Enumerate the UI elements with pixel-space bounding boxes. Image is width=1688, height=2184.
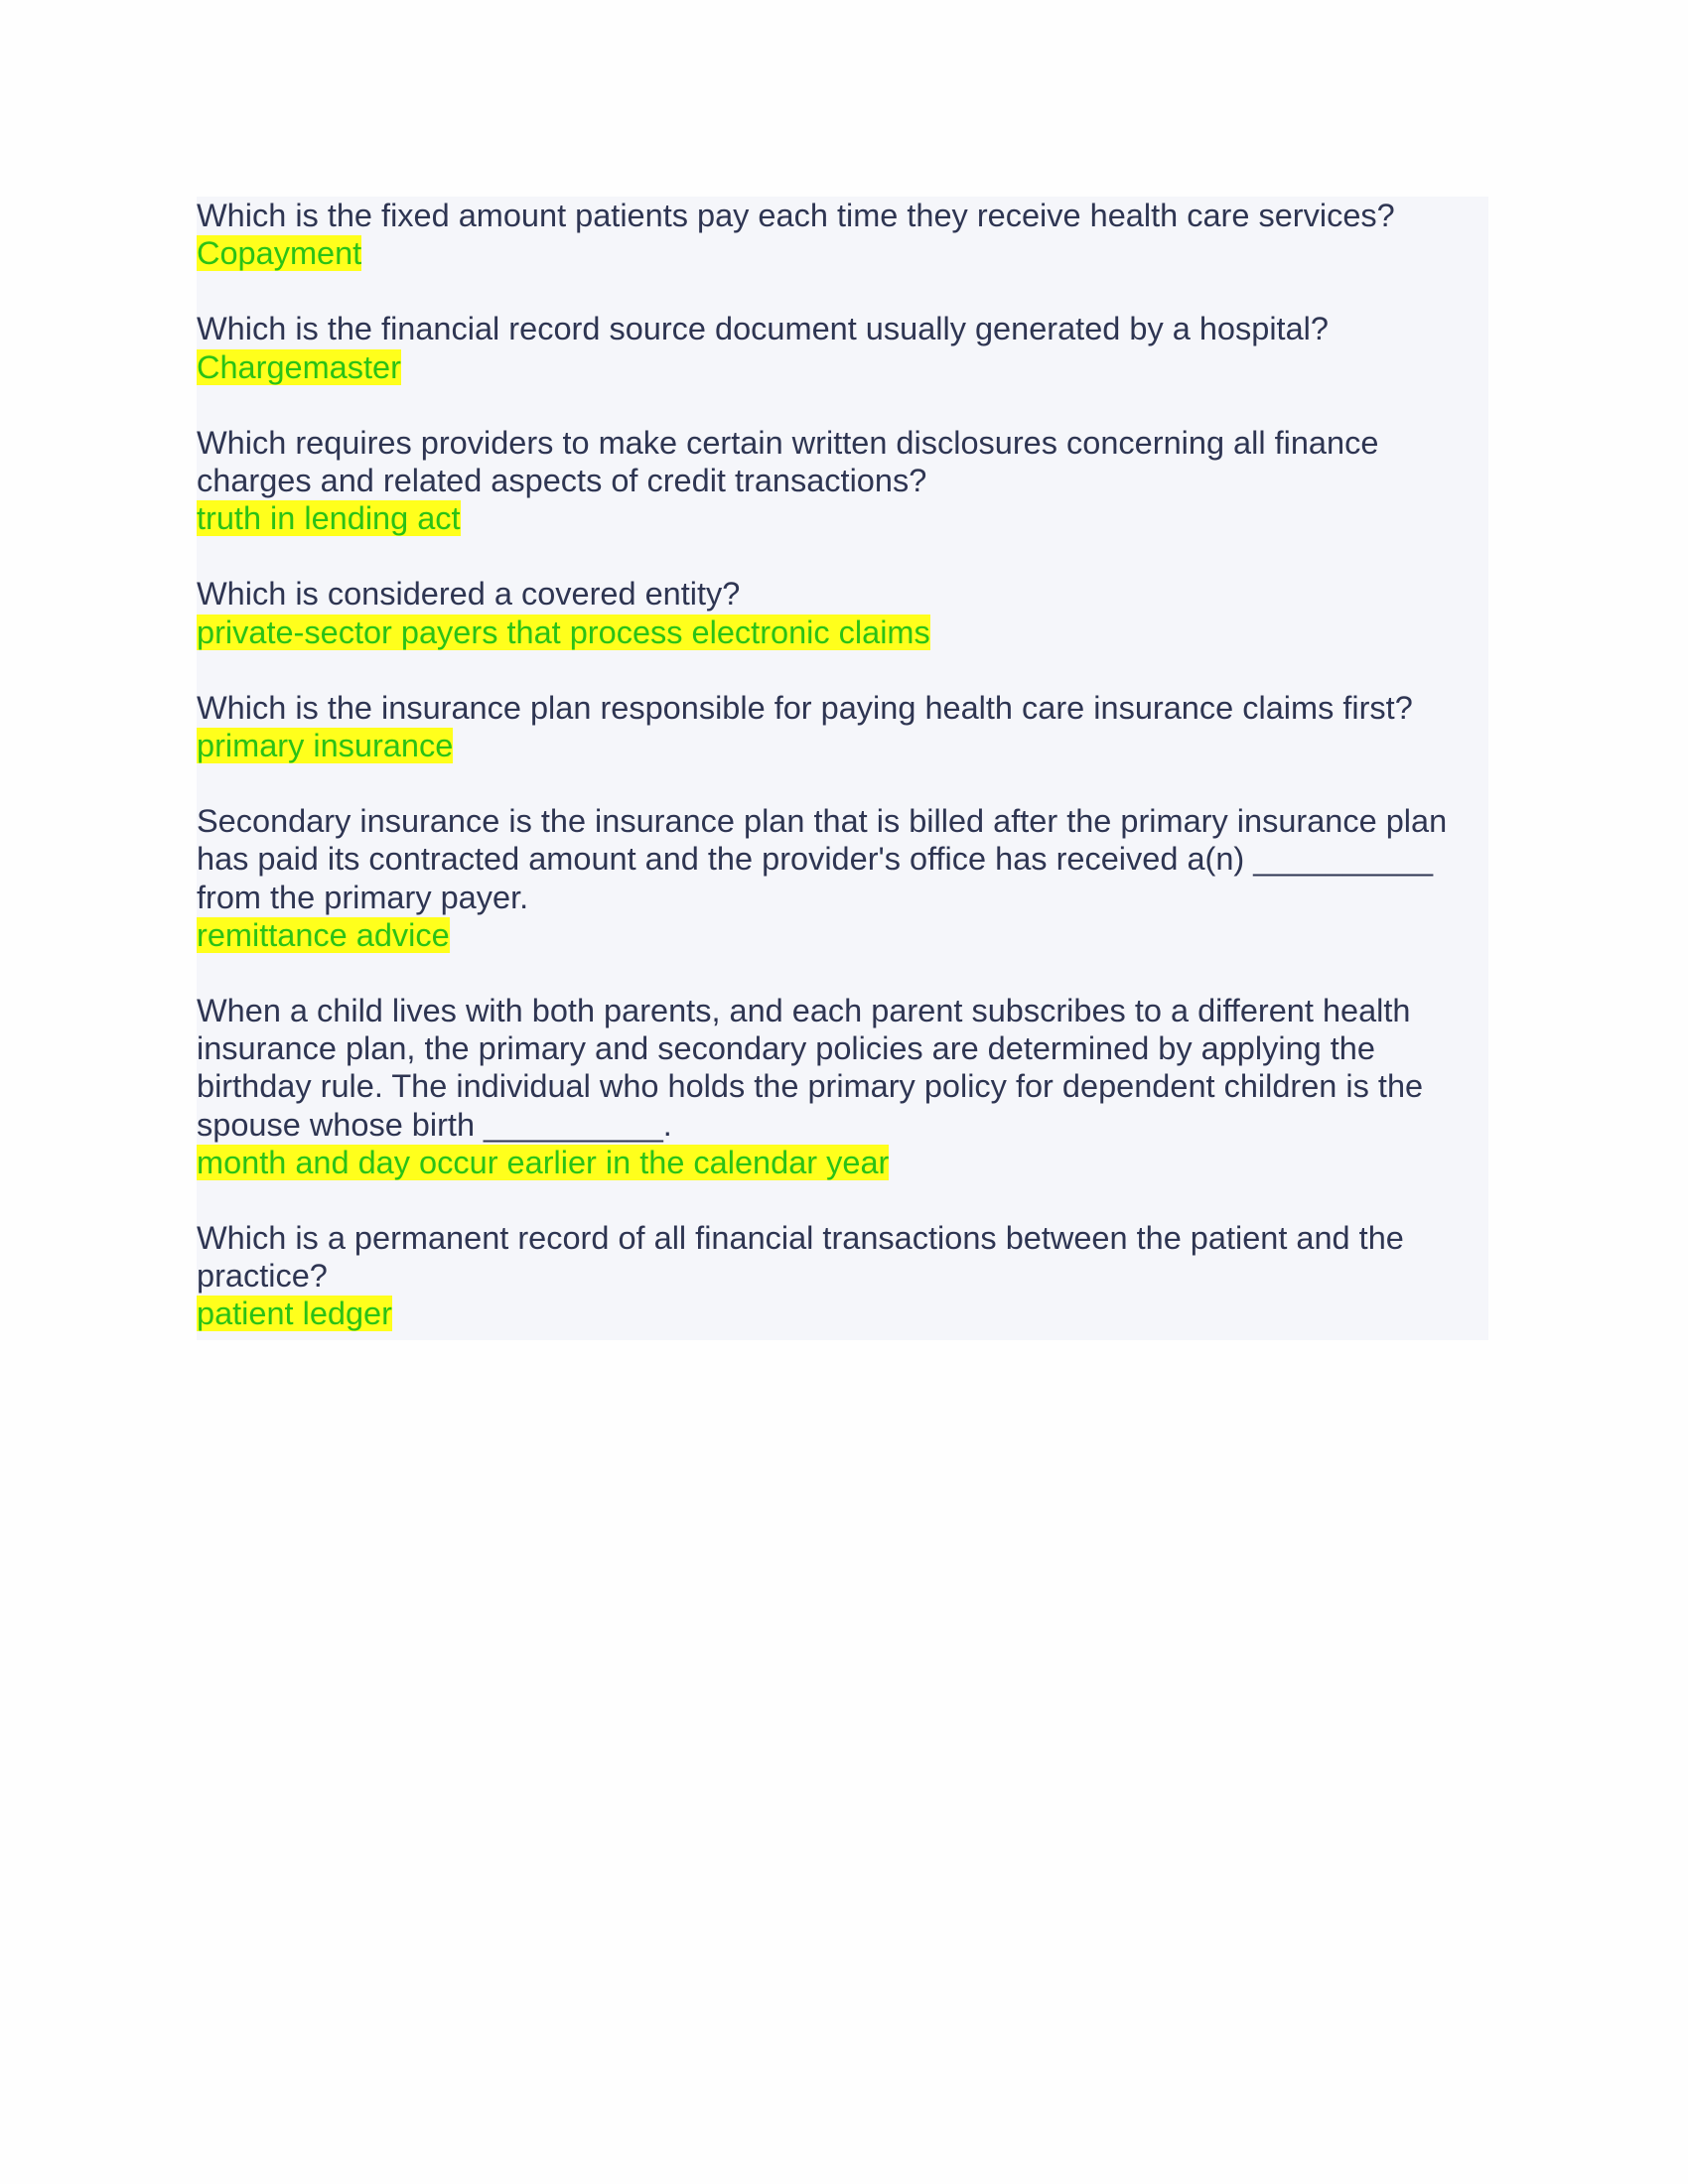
answer [197, 1295, 1488, 1332]
question-line: birthday rule. The individual who holds the primary policy for dependent children is the [197, 1068, 1424, 1105]
question-line: Which is the financial record source document usually generated by a hospital? [197, 311, 1329, 347]
question-line: charges and related aspects of credit transactions? [197, 463, 927, 499]
question-line: insurance plan, the primary and secondary policies are determined by applying the [197, 1030, 1375, 1067]
answer-highlight: patient ledger [197, 1296, 392, 1332]
answer-highlight: remittance advice [197, 916, 450, 953]
answer-highlight: primary insurance [197, 728, 454, 764]
answer [197, 348, 1488, 386]
answer [197, 1144, 1488, 1181]
question-line: Which is considered a covered entity? [197, 576, 741, 613]
qa-item [197, 1219, 1488, 1333]
question-line: Which requires providers to make certain written disclosures concerning all finance [197, 424, 1379, 461]
question-line: Secondary insurance is the insurance plan that is billed after the primary insurance plan [197, 803, 1448, 840]
question-line: When a child lives with both parents, and each parent subscribes to a different health [197, 993, 1411, 1029]
answer [197, 234, 1488, 272]
question-line: Which is a permanent record of all financial transactions between the patient and the [197, 1220, 1404, 1257]
answer-highlight: Chargemaster [197, 348, 401, 385]
qa-block [197, 197, 1488, 1340]
question-line: spouse whose birth __________. [197, 1106, 672, 1143]
answer-highlight: month and day occur earlier in the calendar year [197, 1144, 890, 1180]
question-line: Which is the fixed amount patients pay each time they receive health care services? [197, 198, 1395, 233]
answer [197, 727, 1488, 764]
answer-highlight: Copayment [197, 235, 362, 272]
answer-highlight: truth in lending act [197, 500, 461, 537]
question-line: Which is the insurance plan responsible for paying health care insurance claims first? [197, 689, 1413, 726]
qa-item [197, 310, 1488, 385]
qa-item [197, 992, 1488, 1181]
qa-list [197, 197, 1488, 1333]
qa-item [197, 424, 1488, 538]
qa-item [197, 575, 1488, 650]
answer-highlight: private-sector payers that process electronic claims [197, 614, 930, 650]
answer [197, 499, 1488, 537]
question-line: practice? [197, 1258, 328, 1295]
question-line: has paid its contracted amount and the provider's office has received a(n) __________ [197, 841, 1434, 878]
qa-item [197, 689, 1488, 764]
question-line: from the primary payer. [197, 879, 529, 915]
qa-item [197, 802, 1488, 954]
qa-item [197, 197, 1488, 272]
answer [197, 614, 1488, 651]
answer [197, 916, 1488, 954]
